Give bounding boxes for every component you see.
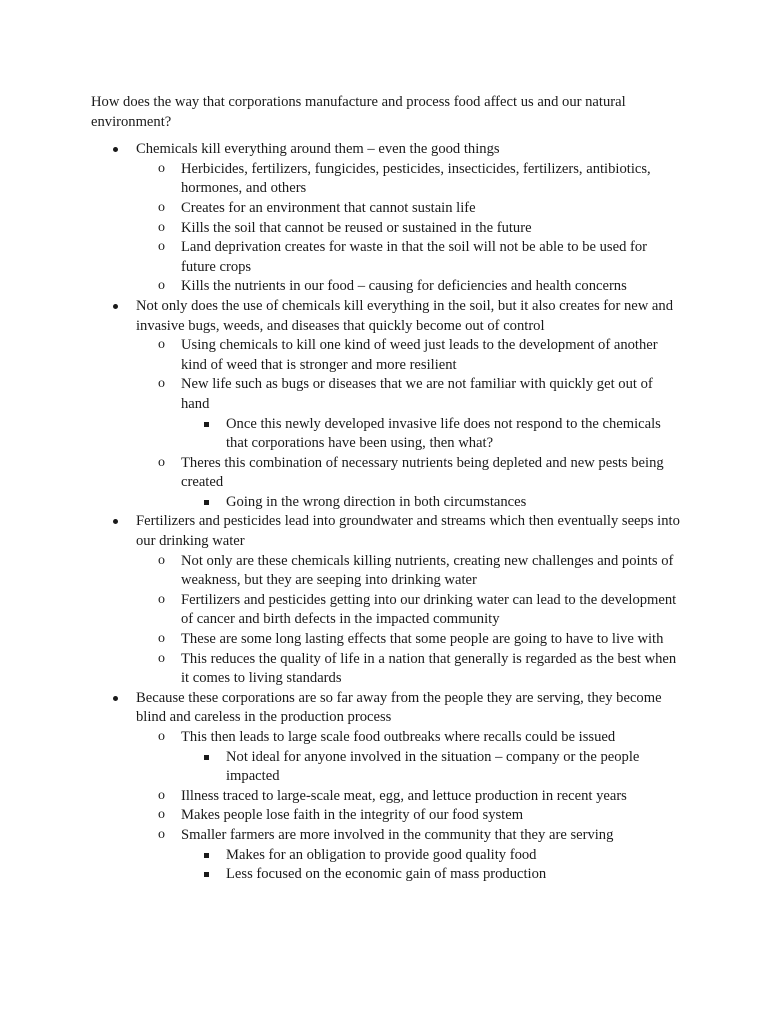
sub-list-item-text: New life such as bugs or diseases that we are not familiar with quickly get out of hand bbox=[181, 376, 653, 412]
bullet-list bbox=[91, 140, 683, 885]
list-item-text: Not only does the use of chemicals kill everything in the soil, but it also creates for new and invasive bugs, weeds, and diseases that quickly become out of control bbox=[136, 297, 673, 334]
bullet-circle-icon: o bbox=[158, 160, 165, 176]
sub-sub-list-item-text: Not ideal for anyone involved in the situation – company or the people impacted bbox=[226, 748, 640, 785]
sub-list-item-text: This reduces the quality of life in a nation that generally is regarded as the best when it comes to living standards bbox=[181, 650, 677, 687]
sub-sub-list-item-text: Makes for an obligation to provide good quality food bbox=[226, 846, 537, 863]
sub-list-item bbox=[136, 219, 683, 239]
sub-list-item-text: These are some long lasting effects that some people are going to have to live with bbox=[181, 631, 664, 648]
bullet-circle-icon: o bbox=[158, 376, 165, 392]
sub-sub-list-item bbox=[181, 493, 683, 513]
sub-list bbox=[136, 336, 683, 512]
bullet-circle-icon: o bbox=[158, 787, 165, 803]
bullet-circle-icon: o bbox=[158, 826, 165, 842]
sub-sub-list-item bbox=[181, 748, 683, 787]
bullet-circle-icon: o bbox=[158, 807, 165, 823]
bullet-circle-icon: o bbox=[158, 239, 165, 255]
list-item bbox=[91, 689, 683, 885]
question-heading: How does the way that corporations manufacture and process food affect us and our natural environment? bbox=[91, 94, 626, 130]
sub-list-item bbox=[136, 552, 683, 591]
sub-list-item-text: Not only are these chemicals killing nutrients, creating new challenges and points of weakness, but they are seeping into drinking water bbox=[181, 552, 674, 589]
sub-sub-list bbox=[181, 493, 683, 513]
sub-list-item bbox=[136, 277, 683, 297]
bullet-circle-icon: o bbox=[158, 631, 165, 647]
list-item-text: Because these corporations are so far away from the people they are serving, they become blind and careless in the production process bbox=[136, 689, 662, 726]
sub-list-item bbox=[136, 787, 683, 807]
list-item bbox=[91, 140, 683, 297]
sub-list-item bbox=[136, 375, 683, 453]
sub-sub-list-item-text: Once this newly developed invasive life does not respond to the chemicals that corporations have been using, then what? bbox=[226, 415, 661, 452]
sub-list-item bbox=[136, 238, 683, 277]
sub-list-item-text: Herbicides, fertilizers, fungicides, pesticides, insecticides, fertilizers, antibiotics, hormones, and others bbox=[181, 160, 651, 197]
bullet-circle-icon: o bbox=[158, 278, 165, 294]
sub-list-item bbox=[136, 650, 683, 689]
list-item bbox=[91, 297, 683, 513]
sub-sub-list-item bbox=[181, 846, 683, 866]
sub-list-item-text: Using chemicals to kill one kind of weed just leads to the development of another kind of weed that is stronger and more resilient bbox=[181, 337, 658, 373]
bullet-circle-icon: o bbox=[158, 337, 165, 353]
list-item-text: Fertilizers and pesticides lead into groundwater and streams which then eventually seeps into our drinking water bbox=[136, 513, 680, 550]
sub-sub-list-item-text: Less focused on the economic gain of mass production bbox=[226, 866, 547, 883]
sub-sub-list bbox=[181, 846, 683, 885]
sub-list-item bbox=[136, 160, 683, 199]
bullet-circle-icon: o bbox=[158, 552, 165, 568]
sub-list-item-text: Smaller farmers are more involved in the community that they are serving bbox=[181, 826, 614, 843]
sub-list-item-text: Creates for an environment that cannot sustain life bbox=[181, 199, 476, 216]
sub-list-item bbox=[136, 630, 683, 650]
sub-list-item bbox=[136, 728, 683, 787]
bullet-circle-icon: o bbox=[158, 591, 165, 607]
sub-sub-list-item bbox=[181, 415, 683, 454]
sub-sub-list bbox=[181, 748, 683, 787]
sub-list bbox=[136, 160, 683, 297]
sub-list-item bbox=[136, 454, 683, 513]
sub-sub-list bbox=[181, 415, 683, 454]
sub-sub-list-item bbox=[181, 865, 683, 885]
sub-list-item-text: Kills the soil that cannot be reused or sustained in the future bbox=[181, 219, 532, 236]
sub-list-item-text: Fertilizers and pesticides getting into our drinking water can lead to the development of cancer and birth defects in the impacted community bbox=[181, 591, 677, 628]
list-item-text: Chemicals kill everything around them – even the good things bbox=[136, 141, 500, 158]
sub-list bbox=[136, 552, 683, 689]
sub-list bbox=[136, 728, 683, 885]
list-item bbox=[91, 512, 683, 688]
sub-list-item-text: Illness traced to large-scale meat, egg, and lettuce production in recent years bbox=[181, 787, 627, 804]
sub-list-item-text: Land deprivation creates for waste in that the soil will not be able to be used for future crops bbox=[181, 239, 648, 275]
sub-list-item-text: Theres this combination of necessary nutrients being depleted and new pests being created bbox=[181, 454, 664, 491]
sub-sub-list-item-text: Going in the wrong direction in both circumstances bbox=[226, 493, 527, 510]
bullet-circle-icon: o bbox=[158, 199, 165, 215]
sub-list-item bbox=[136, 826, 683, 885]
bullet-circle-icon: o bbox=[158, 454, 165, 470]
sub-list-item bbox=[136, 199, 683, 219]
sub-list-item bbox=[136, 806, 683, 826]
sub-list-item-text: This then leads to large scale food outbreaks where recalls could be issued bbox=[181, 729, 616, 745]
sub-list-item-text: Kills the nutrients in our food – causing for deficiencies and health concerns bbox=[181, 278, 627, 295]
bullet-circle-icon: o bbox=[158, 219, 165, 235]
document-body bbox=[91, 93, 683, 885]
bullet-circle-icon: o bbox=[158, 650, 165, 666]
sub-list-item-text: Makes people lose faith in the integrity of our food system bbox=[181, 807, 524, 824]
sub-list-item bbox=[136, 336, 683, 375]
bullet-circle-icon: o bbox=[158, 729, 165, 744]
sub-list-item bbox=[136, 591, 683, 630]
